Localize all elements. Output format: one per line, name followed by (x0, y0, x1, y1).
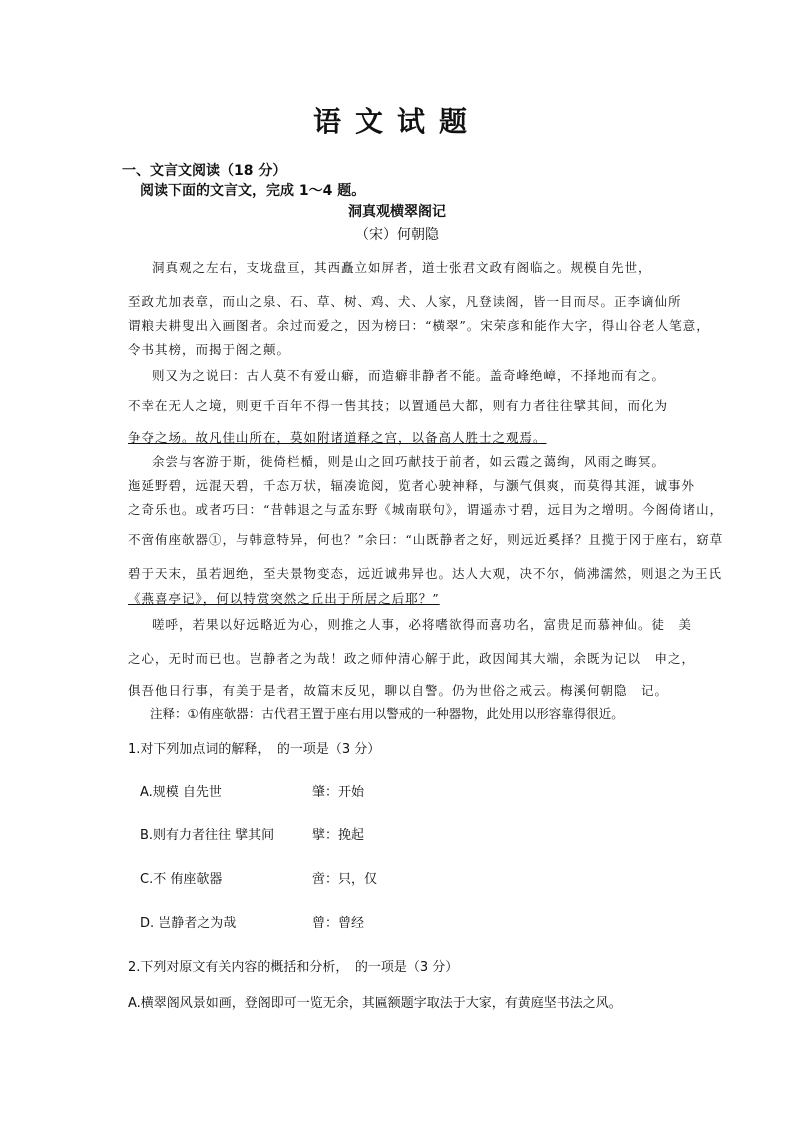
q1-option-a: A.规模 自先世 (140, 785, 222, 800)
passage-line: 俱吾他日行事，有美于是者，故篇末反见，聊以自警。仍为世俗之戒云。梅溪何朝隐 记。 (128, 683, 669, 698)
page-title: 语文试题 (312, 105, 481, 138)
q1-option-c-gloss: 啻：只，仅 (312, 872, 378, 887)
question-2-stem: 2.下列对原文有关内容的概括和分析， 的一项是（3 分） (128, 960, 459, 975)
q1-option-d-gloss: 曾：曾经 (312, 916, 365, 931)
q2-option-a: A.横翠阁风景如画，登阁即可一览无余，其匾额题字取法于大家，有黄庭坚书法之风。 (128, 996, 622, 1011)
passage-line: 之奇乐也。或者巧曰：“昔韩退之与孟东野《城南联句》，谓遥赤寸碧，远目为之增明。今阁倚诸山， (128, 502, 724, 517)
passage-line: 之心，无时而已也。岂静者之为哉！政之师仲清心解于此，政因闻其大端，余既为记以 申之， (128, 651, 696, 666)
passage-line: 谓粮夫耕叟出入画图者。余过而爱之，因为榜曰：“横翠”。宋荣彦和能作大字，得山谷老人笔意， (128, 318, 710, 333)
passage-line-underlined: 争夺之场。故凡佳山所在，莫如附诸道释之宫，以备高人胜士之观焉。 (128, 430, 547, 445)
q1-option-b: B.则有力者往往 擘其间 (140, 828, 275, 843)
passage-line: 至政尤加表章，而山之泉、石、草、树、鸡、犬、人家，凡登读阁，皆一目而尽。正李谪仙所 (128, 294, 682, 309)
passage-line: 余尝与客游于斯，徙倚栏楯，则是山之回巧献技于前者，如云霞之蔼绚，风雨之晦冥。 (152, 454, 666, 469)
passage-line: 碧于天末，虽若迥绝，至夫景物变态，远近诚弗异也。达人大观，决不尔，倘沸濡然，则退之为王氏 (128, 566, 723, 581)
q1-option-a-gloss: 肇：开始 (312, 785, 365, 800)
passage-line: 令书其榜，而揭于阁之颠。 (128, 342, 291, 357)
passage-line: 洞真观之左右，支垅盘亘，其西矗立如屏者，道士张君文政有阁临之。规模自先世， (152, 260, 652, 275)
q1-option-c: C.不 侑座欹器 (140, 872, 223, 887)
passage-title: 洞真观横翠阁记 (348, 204, 446, 220)
passage-line: 不啻侑座欹器①，与韩意特异，何也？”余曰：“山既静者之好，则远近奚择？且揽于冈于座右，窈草 (128, 532, 724, 547)
passage-line: 嗟呼，若果以好远略近为心，则推之人事，必将嗜欲得而喜功名，富贵足而慕神仙。徒 美 (152, 617, 693, 632)
passage-line: 迤延野碧，远混天碧，千态万状，辐凑诡阅，览者心驶神释，与灏气俱爽，而莫得其涯，诚事外 (128, 478, 696, 493)
section-heading: 一、文言文阅读（18 分） (122, 163, 287, 179)
passage-line-underlined: 《燕喜亭记》，何以特赏突然之丘出于所居之后耶？” (128, 591, 440, 606)
passage-line: 不幸在无人之境，则更千百年不得一售其技；以置通邑大都，则有力者往往擘其间，而化为 (128, 398, 669, 413)
q1-option-b-gloss: 擘：挽起 (312, 828, 365, 843)
passage-author: （宋）何朝隐 (355, 227, 439, 243)
question-1-stem: 1.对下列加点词的解释， 的一项是（3 分） (128, 742, 381, 757)
passage-line: 则又为之说曰：古人莫不有爱山癖，而造癖非静者不能。盖奇峰绝嶂，不择地而有之。 (152, 368, 666, 383)
q1-option-d: D. 岂静者之为哉 (140, 916, 237, 931)
section-instruction: 阅读下面的文言文，完成 1～4 题。 (140, 183, 366, 199)
passage-note: 注释：①侑座欹器：古代君王置于座右用以警戒的一种器物，此处用以形容靠得很近。 (150, 706, 624, 721)
